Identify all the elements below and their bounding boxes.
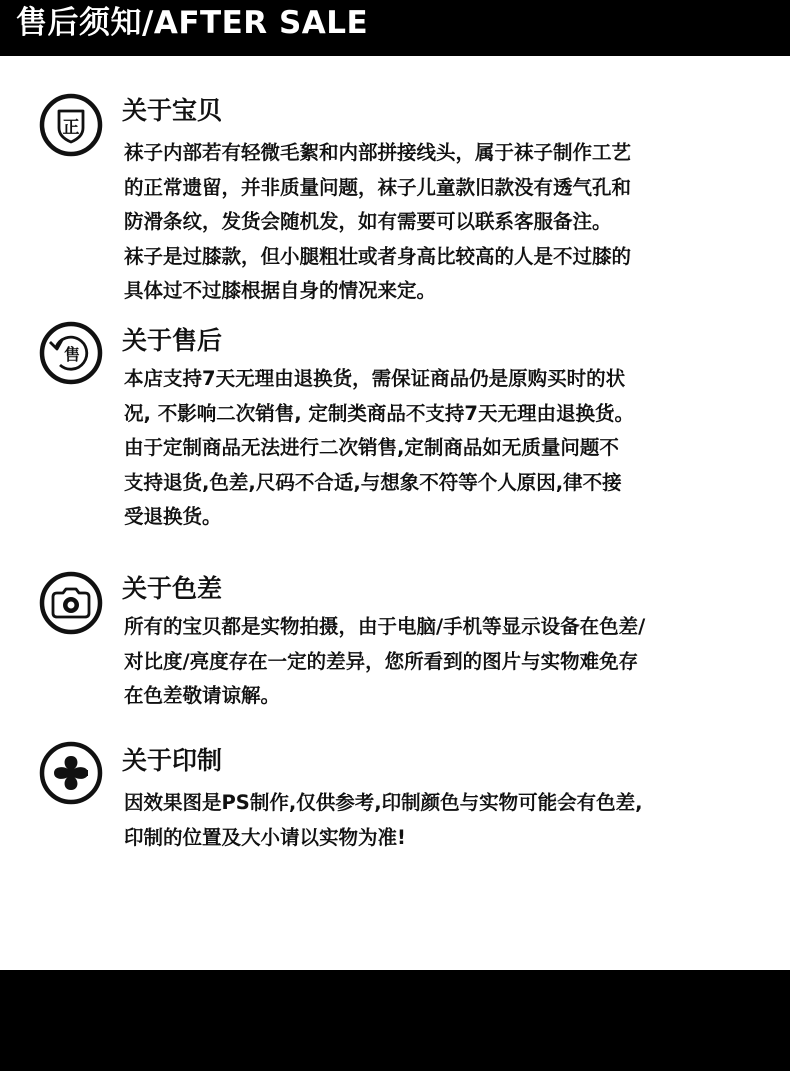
body-line: 所有的宝贝都是实物拍摄，由于电脑/手机等显示设备在色差/	[124, 615, 646, 638]
section-body	[124, 786, 643, 855]
svg-text:正: 正	[62, 118, 80, 138]
body-line: 具体过不过膝根据自身的情况来定。	[124, 279, 437, 302]
body-line: 本店支持7天无理由退换货，需保证商品仍是原购买时的状	[124, 367, 626, 390]
body-line: 对比度/亮度存在一定的差异，您所看到的图片与实物难免存	[124, 649, 639, 673]
body-line: 防滑条纹，发货会随机发，如有需要可以联系客服备注。	[124, 210, 612, 233]
genuine-badge-icon	[38, 92, 104, 158]
section-body	[124, 610, 645, 714]
camera-icon	[38, 570, 104, 636]
body-line: 在色差敬请谅解。	[124, 684, 281, 707]
section-body	[124, 136, 631, 309]
svg-text:售: 售	[63, 345, 81, 364]
body-line: 况, 不影响二次销售, 定制类商品不支持7天无理由退换货。	[124, 401, 634, 425]
section-title: 关于印制	[122, 746, 223, 775]
page-title: 售后须知/AFTER SALE	[16, 5, 369, 41]
body-line: 印制的位置及大小请以实物为准!	[124, 825, 406, 849]
body-line: 袜子内部若有轻微毛絮和内部拼接线头，属于袜子制作工艺	[124, 141, 632, 164]
body-line: 因效果图是PS制作,仅供参考,印制颜色与实物可能会有色差,	[124, 791, 643, 814]
print-icon	[38, 740, 104, 806]
body-line: 支持退货,色差,尺码不合适,与想象不符等个人原因,律不接	[124, 470, 622, 494]
section-title: 关于售后	[122, 326, 223, 355]
after-sale-return-icon	[38, 320, 104, 386]
section-body	[124, 362, 634, 535]
body-line: 由于定制商品无法进行二次销售,定制商品如无质量问题不	[124, 436, 619, 459]
section-title: 关于宝贝	[122, 96, 223, 125]
section-title: 关于色差	[122, 574, 223, 603]
body-line: 袜子是过膝款，但小腿粗壮或者身高比较高的人是不过膝的	[124, 244, 632, 268]
body-line: 的正常遗留，并非质量问题，袜子儿童款旧款没有透气孔和	[124, 175, 632, 199]
footer-bar	[0, 970, 790, 1071]
body-line: 受退换货。	[124, 505, 222, 528]
header-bar	[0, 0, 790, 56]
